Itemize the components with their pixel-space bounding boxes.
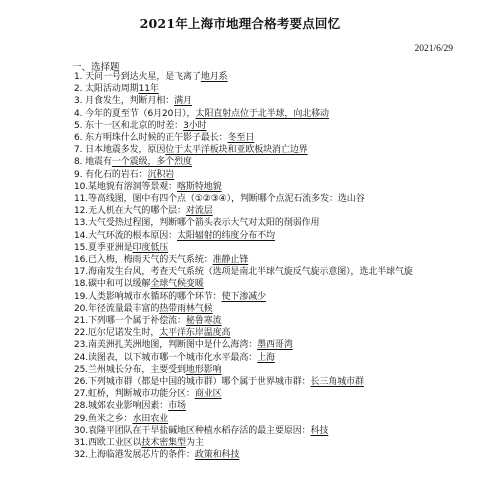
answer-text: 对流层 — [185, 206, 213, 217]
question-text: 30.袁隆平团队在干旱盐碱地区种植水稻存活的最主要原因： — [74, 425, 311, 436]
question-text: 26.下列城市群（都是中国的城市群）哪个属于世界城市群： — [74, 377, 311, 388]
question-item — [74, 400, 470, 412]
question-item — [74, 193, 470, 205]
answer-text: 地形影响 — [185, 364, 222, 375]
question-item — [74, 71, 470, 83]
question-item — [74, 242, 470, 254]
question-text: 10.某地貌有溶洞等景观： — [74, 181, 178, 192]
question-text: 7. 日本地震多发，原因 — [74, 145, 166, 156]
question-item — [74, 205, 470, 217]
question-text: 3. 月食发生，判断月相： — [74, 96, 175, 107]
answer-text: 科技 — [310, 425, 329, 436]
question-text: 27.虹桥，判断城市功能分区： — [74, 389, 195, 400]
question-item — [74, 83, 470, 95]
answer-text: 市场 — [168, 401, 186, 412]
answer-text: 太阳直射点位于北半球，向北移动 — [195, 108, 329, 119]
question-item — [74, 352, 470, 364]
question-text: 32.上海临港发展芯片的条件： — [74, 450, 195, 461]
question-item — [74, 364, 470, 376]
question-text: 5. 东十一区和北京的时差： — [74, 120, 184, 131]
document-date: 2021/6/29 — [414, 44, 453, 54]
answer-text: 印度低压 — [132, 242, 169, 253]
question-text: 1. 天问一号到达火星，是飞离了 — [74, 72, 201, 82]
question-item — [74, 388, 470, 400]
question-item — [74, 108, 470, 120]
question-text: 9. 有化石的岩石： — [74, 169, 148, 180]
answer-text: 热带雨林气候 — [159, 303, 213, 314]
question-text: 22.厄尔尼诺发生时， — [74, 328, 160, 339]
question-item — [74, 266, 470, 278]
answer-text: 秘鲁寒流 — [185, 316, 222, 327]
answer-text: 墨西哥湾 — [257, 340, 293, 351]
question-text: 29.鱼米之乡： — [74, 413, 133, 424]
answer-text: 全球气候变暖 — [150, 279, 204, 290]
answer-text: 一个震级，多个烈度 — [111, 157, 192, 168]
question-item — [74, 95, 470, 107]
question-item — [74, 327, 470, 339]
answer-text: 长三角城市群 — [310, 377, 364, 388]
answer-text: 使下渗减少 — [221, 291, 267, 302]
question-text: 17.海南发生台风，考查天气系统（选项是南北半球气旋反气旋示意图），选北半球气旋 — [74, 267, 413, 278]
answer-text: 地月系 — [200, 72, 228, 82]
answer-text: 满月 — [174, 96, 192, 107]
section-heading: 一、选择题 — [72, 62, 120, 73]
answer-text: 上海 — [257, 352, 275, 363]
question-item — [74, 254, 470, 266]
question-item — [74, 291, 470, 303]
question-item — [74, 376, 470, 388]
answer-text: 11年 — [138, 84, 159, 95]
question-text: 19.人类影响城市水循环的哪个环节： — [74, 291, 222, 302]
question-item — [74, 169, 470, 181]
question-text: 12.无人机在大气的哪个层： — [74, 206, 186, 217]
question-text: 2. 太阳活动周期 — [74, 84, 139, 95]
question-list — [74, 71, 470, 462]
question-item — [74, 303, 470, 315]
question-text: 14.大气环流的根本原因： — [74, 230, 178, 241]
answer-text: 位于太平洋板块和亚欧板块消亡边界 — [165, 145, 308, 156]
question-text: 16.已入梅，梅雨天气的天气系统： — [74, 255, 213, 266]
question-item — [74, 425, 470, 437]
answer-text: 3小时 — [183, 120, 207, 131]
question-item — [74, 413, 470, 425]
document-title: 2021年上海市地理合格考要点回忆 — [139, 16, 341, 31]
answer-text: 准静止锋 — [212, 255, 249, 266]
question-item — [74, 217, 470, 229]
question-suffix: 为主 — [185, 438, 204, 449]
answer-text: 喀斯特地貌 — [177, 181, 222, 192]
question-item — [74, 156, 470, 168]
question-item — [74, 278, 470, 290]
question-text: 21.下列哪一个属于补偿流： — [74, 316, 186, 327]
question-item — [74, 132, 470, 144]
question-text: 4. 今年的夏至节（6月20日）， — [74, 108, 196, 119]
question-item — [74, 144, 470, 156]
question-text: 15.夏季亚洲是 — [74, 242, 133, 253]
answer-text: 沉积岩 — [147, 169, 175, 180]
answer-text: 太阳辐射的纬度分布不均 — [177, 230, 275, 241]
question-text: 23.南美洲扎芙洲地图，判断图中是什么海湾： — [74, 340, 258, 351]
answer-text: 冬至日 — [227, 133, 255, 144]
question-text: 24.读图表，以下城市哪一个城市化水平最高： — [74, 352, 258, 363]
question-item — [74, 315, 470, 327]
question-item — [74, 230, 470, 242]
question-item — [74, 339, 470, 351]
answer-text: 政策和科技 — [194, 450, 240, 461]
question-text: 11.等高线图，图中有四个点（①②③④），判断哪个点泥石流多发：选山谷 — [74, 194, 365, 205]
question-text: 31.西欧工业区以 — [74, 438, 142, 449]
question-text: 20.年径流量最丰富的 — [74, 303, 160, 314]
question-item — [74, 449, 470, 461]
question-item — [74, 120, 470, 132]
question-text: 18.碳中和可以缓解 — [74, 279, 151, 290]
question-text: 28.城郊农业影响因素： — [74, 401, 169, 412]
question-text: 25.兰州城长分布，主要受到 — [74, 364, 186, 375]
question-text: 8. 地震有 — [74, 157, 112, 168]
question-text: 13.大气受热过程图，判断哪个箭头表示大气对太阳的削弱作用 — [74, 218, 320, 229]
question-item — [74, 437, 470, 449]
question-text: 6. 东方明珠什么时候的正午影子最长： — [74, 133, 228, 144]
answer-text: 水田农业 — [132, 413, 169, 424]
answer-text: 技术密集型 — [141, 438, 186, 449]
answer-text: 太平洋东岸温度高 — [159, 328, 231, 339]
answer-text: 商业区 — [194, 389, 222, 400]
question-item — [74, 181, 470, 193]
